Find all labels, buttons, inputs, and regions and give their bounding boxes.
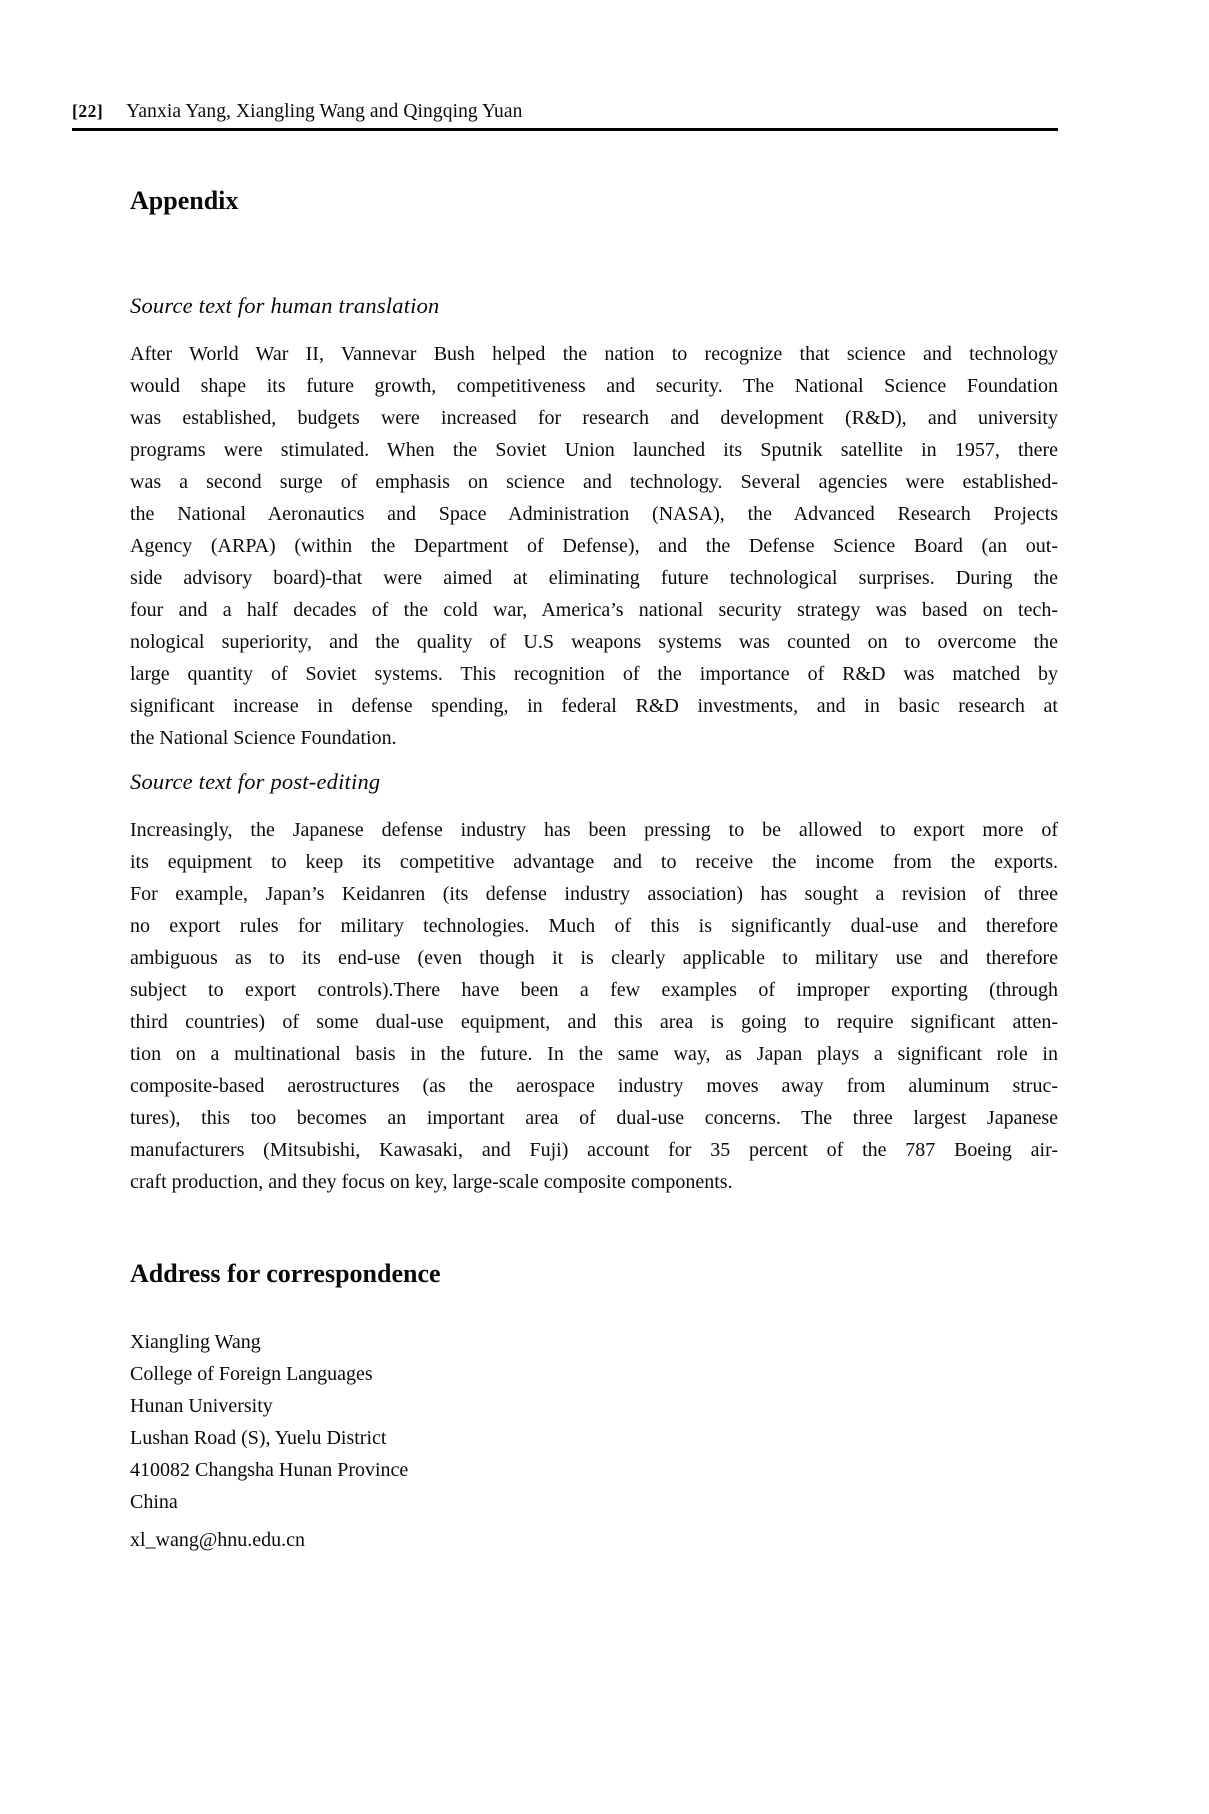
paragraph-line: would shape its future growth, competitiveness and security. The National Science Foundation [130,375,1058,397]
paragraph-line: tures), this too becomes an important area of dual-use concerns. The three largest Japanese [130,1107,1058,1129]
paragraph-line: tion on a multinational basis in the future. In the same way, as Japan plays a significant role in [130,1043,1058,1065]
correspondence-title: Address for correspondence [130,1259,441,1288]
email-address: xl_wang@hnu.edu.cn [130,1529,306,1551]
address-line: Hunan University [130,1395,273,1417]
paragraph-line: significant increase in defense spending, in federal R&D investments, and in basic research at [130,695,1058,717]
address-line: 410082 Changsha Hunan Province [130,1459,409,1481]
paragraph-line: programs were stimulated. When the Soviet Union launched its Sputnik satellite in 1957, there [130,439,1058,461]
section-heading-post-editing: Source text for post-editing [130,769,381,794]
paragraph-line: subject to export controls).There have been a few examples of improper exporting (through [130,979,1058,1001]
address-line: Lushan Road (S), Yuelu District [130,1427,387,1449]
address-line: Xiangling Wang [130,1331,261,1353]
appendix-title: Appendix [130,186,239,215]
address-line: China [130,1491,178,1513]
section-human-translation [130,292,1058,754]
paragraph-line: the National Science Foundation. [130,727,397,749]
paragraph-line: third countries) of some dual-use equipment, and this area is going to require significant atten- [130,1011,1058,1033]
paragraph-line: For example, Japan’s Keidanren (its defense industry association) has sought a revision of three [130,883,1058,905]
paragraph-line: composite-based aerostructures (as the aerospace industry moves away from aluminum struc- [130,1075,1058,1097]
section-post-editing [130,768,1058,1198]
address-line: College of Foreign Languages [130,1363,373,1385]
paragraph-line: was established, budgets were increased for research and development (R&D), and university [130,407,1058,429]
paragraph-line: nological superiority, and the quality of U.S weapons systems was counted on to overcome the [130,631,1058,653]
paragraph-human-translation [130,338,1058,754]
paragraph-line: manufacturers (Mitsubishi, Kawasaki, and Fuji) account for 35 percent of the 787 Boeing air- [130,1139,1058,1161]
paragraph-line: was a second surge of emphasis on science and technology. Several agencies were established- [130,471,1058,493]
paragraph-line: side advisory board)-that were aimed at eliminating future technological surprises. During the [130,567,1058,589]
paragraph-line: After World War II, Vannevar Bush helped the nation to recognize that science and technology [130,343,1058,365]
paragraph-line: craft production, and they focus on key, large-scale composite components. [130,1171,733,1193]
running-title: Yanxia Yang, Xiangling Wang and Qingqing Yuan [126,101,523,122]
page-content [130,0,1058,1556]
paragraph-line: large quantity of Soviet systems. This recognition of the importance of R&D was matched by [130,663,1058,685]
section-heading-human-translation: Source text for human translation [130,293,440,318]
paragraph-line: ambiguous as to its end-use (even though it is clearly applicable to military use and therefore [130,947,1058,969]
address-block [130,1326,1058,1518]
paragraph-line: four and a half decades of the cold war, America’s national security strategy was based on tech- [130,599,1058,621]
paragraph-line: no export rules for military technologies. Much of this is significantly dual-use and therefore [130,915,1058,937]
paragraph-line: Agency (ARPA) (within the Department of Defense), and the Defense Science Board (an out- [130,535,1058,557]
paragraph-line: the National Aeronautics and Space Administration (NASA), the Advanced Research Projects [130,503,1058,525]
paragraph-line: Increasingly, the Japanese defense industry has been pressing to be allowed to export more of [130,819,1058,841]
page-number: [22] [72,101,104,121]
paragraph-post-editing [130,814,1058,1198]
paragraph-line: its equipment to keep its competitive advantage and to receive the income from the exports. [130,851,1058,873]
